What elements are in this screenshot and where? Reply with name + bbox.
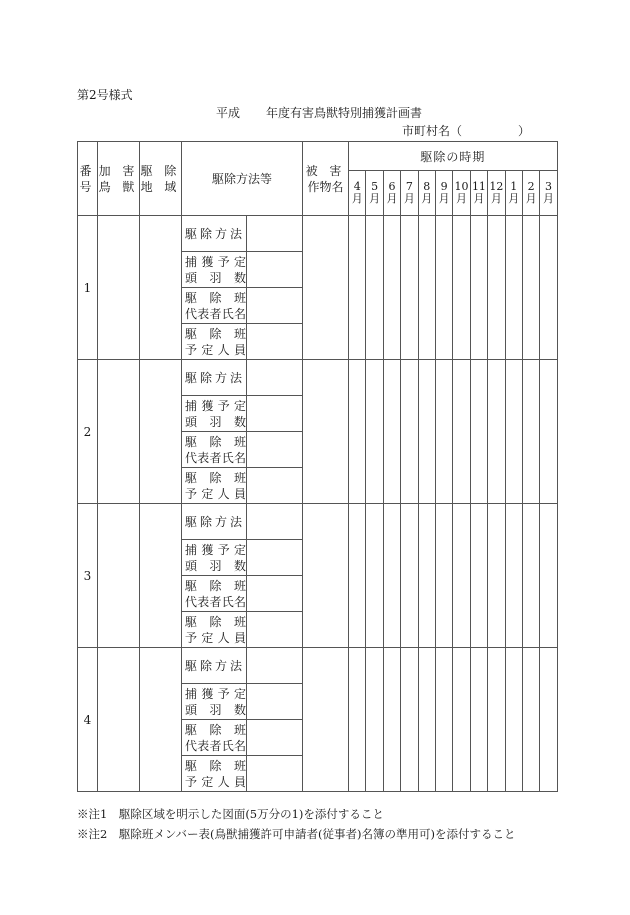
representative-label: 駆 除 班 代表者氏名 xyxy=(182,576,247,612)
members-label: 駆 除 班 予定人員 xyxy=(182,324,247,360)
municipality-label: 市町村名（ xyxy=(402,124,463,138)
month-cell-3[interactable] xyxy=(401,504,418,648)
month-header-11: 3 月 xyxy=(540,171,557,216)
month-cell-1[interactable] xyxy=(366,504,383,648)
period-header: 駆除の時期 xyxy=(349,142,558,171)
crop-header: 被 害 作物名 xyxy=(303,142,349,216)
month-header-3: 7 月 xyxy=(401,171,418,216)
planned-count-value[interactable] xyxy=(247,684,303,720)
month-cell-9[interactable] xyxy=(505,216,522,360)
note-2: ※注2 駆除班メンバー表(鳥獣捕獲許可申請者(従事者)名簿の準用可)を添付すること xyxy=(77,827,516,841)
harmful-animal-cell[interactable] xyxy=(98,360,140,504)
method-value[interactable] xyxy=(247,648,303,684)
month-cell-9[interactable] xyxy=(505,504,522,648)
planned-count-label: 捕獲予定 頭 羽 数 xyxy=(182,396,247,432)
area-cell[interactable] xyxy=(140,504,182,648)
month-cell-8[interactable] xyxy=(488,216,505,360)
month-cell-10[interactable] xyxy=(522,648,539,792)
members-label: 駆 除 班 予定人員 xyxy=(182,468,247,504)
row-number: 2 xyxy=(78,360,98,504)
month-cell-2[interactable] xyxy=(383,216,400,360)
area-cell[interactable] xyxy=(140,360,182,504)
month-cell-4[interactable] xyxy=(418,648,435,792)
month-cell-6[interactable] xyxy=(453,648,470,792)
note-1: ※注1 駆除区域を明示した図面(5万分の1)を添付すること xyxy=(77,807,384,821)
members-value[interactable] xyxy=(247,756,303,792)
month-cell-10[interactable] xyxy=(522,216,539,360)
document-title xyxy=(216,104,422,121)
month-cell-8[interactable] xyxy=(488,648,505,792)
planned-count-value[interactable] xyxy=(247,252,303,288)
method-label: 駆除方法 xyxy=(182,360,247,396)
row-number: 3 xyxy=(78,504,98,648)
month-header-10: 2 月 xyxy=(522,171,539,216)
month-cell-5[interactable] xyxy=(435,216,452,360)
row-1-sub-1 xyxy=(78,216,558,252)
plan-table xyxy=(77,141,558,792)
row-number: 1 xyxy=(78,216,98,360)
crop-cell[interactable] xyxy=(303,360,349,504)
month-cell-3[interactable] xyxy=(401,360,418,504)
representative-label: 駆 除 班 代表者氏名 xyxy=(182,720,247,756)
month-cell-9[interactable] xyxy=(505,648,522,792)
representative-label: 駆 除 班 代表者氏名 xyxy=(182,432,247,468)
month-header-6: 10 月 xyxy=(453,171,470,216)
month-cell-4[interactable] xyxy=(418,360,435,504)
crop-cell[interactable] xyxy=(303,504,349,648)
month-cell-5[interactable] xyxy=(435,504,452,648)
month-cell-10[interactable] xyxy=(522,504,539,648)
month-cell-7[interactable] xyxy=(470,648,487,792)
harmful-animal-cell[interactable] xyxy=(98,216,140,360)
month-cell-11[interactable] xyxy=(540,504,557,648)
month-cell-7[interactable] xyxy=(470,216,487,360)
month-cell-1[interactable] xyxy=(366,216,383,360)
month-cell-9[interactable] xyxy=(505,360,522,504)
planned-count-label: 捕獲予定 頭 羽 数 xyxy=(182,540,247,576)
month-header-0: 4 月 xyxy=(349,171,366,216)
planned-count-value[interactable] xyxy=(247,396,303,432)
method-value[interactable] xyxy=(247,504,303,540)
harmful-animal-cell[interactable] xyxy=(98,504,140,648)
municipality-close: ） xyxy=(518,124,531,138)
method-label: 駆除方法 xyxy=(182,216,247,252)
crop-cell[interactable] xyxy=(303,648,349,792)
members-label: 駆 除 班 予定人員 xyxy=(182,612,247,648)
month-cell-1[interactable] xyxy=(366,648,383,792)
area-header: 駆 除 地 域 xyxy=(140,142,182,216)
month-cell-11[interactable] xyxy=(540,648,557,792)
month-cell-5[interactable] xyxy=(435,648,452,792)
month-cell-6[interactable] xyxy=(453,504,470,648)
month-cell-4[interactable] xyxy=(418,216,435,360)
month-cell-6[interactable] xyxy=(453,216,470,360)
title-text: 年度有害鳥獣特別捕獲計画書 xyxy=(266,106,423,120)
month-cell-8[interactable] xyxy=(488,360,505,504)
month-cell-10[interactable] xyxy=(522,360,539,504)
representative-value[interactable] xyxy=(247,720,303,756)
month-cell-1[interactable] xyxy=(366,360,383,504)
month-header-2: 6 月 xyxy=(383,171,400,216)
method-label: 駆除方法 xyxy=(182,504,247,540)
representative-value[interactable] xyxy=(247,288,303,324)
method-value[interactable] xyxy=(247,216,303,252)
members-value[interactable] xyxy=(247,468,303,504)
month-cell-5[interactable] xyxy=(435,360,452,504)
representative-label: 駆 除 班 代表者氏名 xyxy=(182,288,247,324)
area-cell[interactable] xyxy=(140,648,182,792)
method-value[interactable] xyxy=(247,360,303,396)
members-value[interactable] xyxy=(247,324,303,360)
planned-count-label: 捕獲予定 頭 羽 数 xyxy=(182,684,247,720)
harmful-animal-cell[interactable] xyxy=(98,648,140,792)
row-3-sub-1 xyxy=(78,504,558,540)
month-cell-6[interactable] xyxy=(453,360,470,504)
form-number: 第2号様式 xyxy=(77,88,133,102)
month-header-1: 5 月 xyxy=(366,171,383,216)
method-header: 駆除方法等 xyxy=(182,142,303,216)
method-label: 駆除方法 xyxy=(182,648,247,684)
header-row xyxy=(78,142,558,171)
month-header-4: 8 月 xyxy=(418,171,435,216)
month-header-9: 1 月 xyxy=(505,171,522,216)
month-cell-8[interactable] xyxy=(488,504,505,648)
row-number: 4 xyxy=(78,648,98,792)
representative-value[interactable] xyxy=(247,432,303,468)
month-cell-4[interactable] xyxy=(418,504,435,648)
row-2-sub-1 xyxy=(78,360,558,396)
harmful-animal-header: 加 害 鳥 獣 xyxy=(98,142,140,216)
municipality-field xyxy=(402,122,530,139)
month-cell-3[interactable] xyxy=(401,648,418,792)
month-header-8: 12 月 xyxy=(488,171,505,216)
month-cell-3[interactable] xyxy=(401,216,418,360)
representative-value[interactable] xyxy=(247,576,303,612)
number-header: 番 号 xyxy=(78,142,98,216)
month-cell-2[interactable] xyxy=(383,504,400,648)
month-cell-2[interactable] xyxy=(383,648,400,792)
month-header-5: 9 月 xyxy=(435,171,452,216)
month-cell-0[interactable] xyxy=(349,360,366,504)
month-cell-7[interactable] xyxy=(470,360,487,504)
month-header-7: 11 月 xyxy=(470,171,487,216)
month-cell-11[interactable] xyxy=(540,216,557,360)
planned-count-label: 捕獲予定 頭 羽 数 xyxy=(182,252,247,288)
month-cell-0[interactable] xyxy=(349,504,366,648)
title-era: 平成 xyxy=(216,106,241,120)
members-label: 駆 除 班 予定人員 xyxy=(182,756,247,792)
row-4-sub-1 xyxy=(78,648,558,684)
planned-count-value[interactable] xyxy=(247,540,303,576)
month-cell-7[interactable] xyxy=(470,504,487,648)
crop-cell[interactable] xyxy=(303,216,349,360)
month-cell-0[interactable] xyxy=(349,648,366,792)
month-cell-2[interactable] xyxy=(383,360,400,504)
month-cell-11[interactable] xyxy=(540,360,557,504)
members-value[interactable] xyxy=(247,612,303,648)
month-cell-0[interactable] xyxy=(349,216,366,360)
area-cell[interactable] xyxy=(140,216,182,360)
